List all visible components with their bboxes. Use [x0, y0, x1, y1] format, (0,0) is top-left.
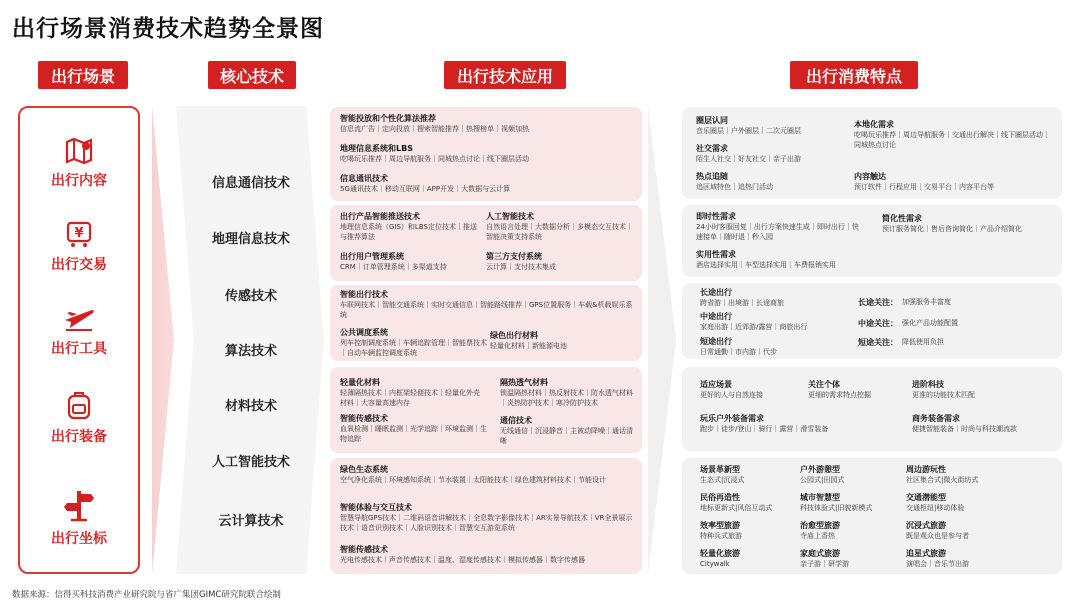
tech-item: 传感技术	[224, 289, 277, 304]
feat-item: 户外游憩型 公园式|田园式	[800, 465, 845, 484]
app-block-trade	[330, 205, 642, 281]
app-item: 智能传感技术 光电传感技术｜声音传感技术｜温度、湿度传感技术｜模拟传感器｜数字传感器	[340, 545, 585, 564]
feat-block-trade	[682, 205, 1062, 277]
app-item: 绿色出行材料 轻量化材料｜新能源电池	[490, 331, 567, 350]
feat-item: 简化性需求 预订服务简化｜售后咨询简化｜产品介绍简化	[882, 214, 1022, 233]
scene-content	[20, 136, 138, 190]
feat-item: 周边游玩性 社区集合式|微火街坊式	[906, 465, 979, 484]
feat-item: 追星式旅游 演唱会｜音乐节出游	[906, 549, 969, 568]
feat-item: 关注个体 更细的需求特点挖掘	[808, 380, 871, 399]
feat-item: 长途出行 跨省游｜出境游｜长途商旅	[700, 288, 784, 307]
feat-item: 短途出行 日常通勤｜市内游｜代步	[700, 337, 777, 356]
data-source: 数据来源：信得买科技消费产业研究院与省广集团GIMC研究院联合绘制	[12, 590, 281, 600]
feat-item: 适应场景 更好的人与自然连接	[700, 380, 763, 399]
app-item: 出行用户管理系统 CRM｜订单管理系统｜多渠道支持	[340, 252, 447, 271]
feat-item: 内容触达 预订软件｜行程应用｜交易平台｜内容平台等	[854, 172, 994, 191]
scene-gear	[20, 390, 138, 446]
app-item: 第三方支付系统 云计算｜支付技术集成	[486, 252, 556, 271]
feat-item: 社交需求 陌生人社交｜好友社交｜亲子出游	[696, 144, 801, 163]
map-icon	[64, 136, 94, 164]
tech-item: 材料技术	[224, 399, 277, 414]
feat-block-coords	[682, 458, 1062, 574]
scene-trade	[20, 220, 138, 274]
flow-arrow	[152, 106, 174, 574]
feat-item: 民俗再造性 地标更新式|风俗互动式	[700, 493, 773, 512]
feat-item: 场景革新型 生态式|沉浸式	[700, 465, 745, 484]
feat-item: 即时性需求 24小时客服回复｜出行方案快速生成｜即时出行｜快速接单｜随时退｜秒入园	[696, 212, 859, 241]
feat-item: 家庭式旅游 亲子游｜研学游	[800, 549, 849, 568]
app-item: 公共调度系统 列车控制调度系统｜车辆追踪管理｜智能票技术｜自动车辆监控调度系统	[340, 328, 487, 357]
app-item: 通信技术 无线通信｜沉浸静音｜主被动降噪｜通话清晰	[500, 416, 633, 445]
feat-item: 热点追随 追区域特色｜追热门活动	[696, 172, 773, 191]
feat-block-content	[682, 107, 1062, 199]
app-item: 出行产品智能推送技术 地理信息系统（GIS）和LBS定位技术｜推送与推荐算法	[340, 212, 477, 241]
app-item: 智能传感技术 血氧检测｜睡眠监测｜光学追踪｜环境监测｜生物追踪	[340, 414, 487, 443]
app-item: 轻量化材料 轻薄隔热技术｜内框架轻便技术｜轻量化外壳材料｜大容量高速内存	[340, 378, 480, 407]
header-scenes: 出行场景	[38, 61, 128, 89]
scene-label: 出行工具	[51, 341, 107, 357]
scene-tools	[20, 304, 138, 358]
yen-cart-icon	[64, 220, 94, 248]
app-item: 隔热透气材料 锁温隔热材料｜热反射技术｜防水透气材料｜炎热防护技术｜寒冷防护技术	[500, 378, 633, 407]
header-feat: 出行消费特点	[790, 61, 918, 89]
app-item: 智能体验与交互技术 智慧导航GPS技术｜二维码语音讲解技术｜全息数字影像技术｜AR实景导航技术｜VR全景展示技术｜语音识别技术｜人脸识别技术｜智慧交互游览系统	[340, 503, 633, 532]
app-item: 绿色生态系统 空气净化系统｜环境感知系统｜节水装置｜太阳能技术｜绿色建筑材料技术｜节能设计	[340, 465, 606, 484]
svg-text:¥: ¥	[74, 226, 84, 241]
page-title: 出行场景消费技术趋势全景图	[12, 16, 324, 42]
feat-block-tools	[682, 283, 1062, 359]
scene-label: 出行内容	[51, 173, 107, 189]
tech-item: 人工智能技术	[211, 455, 290, 470]
feat-item: 沉浸式旅游 既是观众也是参与者	[906, 521, 969, 540]
tech-item: 云计算技术	[218, 514, 284, 529]
app-block-coords	[330, 458, 642, 574]
feat-item: 治愈型旅游 寺庙上香热	[800, 521, 840, 540]
signpost-icon	[64, 488, 94, 522]
feat-item: 长途关注： 加强服务丰富度	[858, 298, 951, 307]
tech-item: 信息通信技术	[211, 176, 290, 191]
tech-item: 地理信息技术	[211, 232, 290, 247]
feat-item: 进阶科技 更准的功能技术匹配	[912, 380, 975, 399]
backpack-icon	[65, 390, 93, 420]
feat-item: 圈层认同 音乐圈层｜户外圈层｜二次元圈层	[696, 116, 801, 135]
tech-item: 算法技术	[224, 344, 277, 359]
scene-label: 出行坐标	[51, 531, 107, 547]
feat-item: 效率型旅游 特种兵式旅游	[700, 521, 742, 540]
scene-label: 出行装备	[51, 429, 107, 445]
app-item: 人工智能技术 自然语言处理｜大数据分析｜多模态交互技术｜智能决策支持系统	[486, 212, 633, 241]
app-block-tools	[330, 285, 642, 361]
feat-item: 城市智慧型 科技体验式|旧貌新模式	[800, 493, 873, 512]
feat-item: 中途出行 家庭出游｜近郊游/露营｜商旅出行	[700, 312, 808, 331]
feat-item: 玩乐户外装备需求 跑步｜徒步/登山｜骑行｜露营｜滑雪装备	[700, 414, 829, 433]
feat-item: 商务装备需求 便捷智能装备｜时尚与科技潮流款	[912, 414, 1017, 433]
feat-item: 本地化需求 吃喝玩乐推荐｜周边导航服务｜交通出行解决｜线下圈层活动｜同城热点讨论	[854, 120, 1050, 149]
feat-item: 交通潜能型 交通枢纽|移动体验	[906, 493, 965, 512]
feat-item: 轻量化旅游 Citywalk	[700, 549, 740, 568]
plane-icon	[62, 304, 96, 332]
scenes-panel	[18, 106, 140, 574]
scene-label: 出行交易	[51, 257, 107, 273]
app-block-content	[330, 107, 642, 201]
feat-item: 实用性需求 酒店选择实用｜车型选择实用｜车费报销实用	[696, 250, 836, 269]
app-item: 智能出行技术 车联网技术｜智能交通系统｜实时交通信息｜智能路线推荐｜GPS位置服务｜车载&机载娱乐系统	[340, 290, 633, 319]
header-app: 出行技术应用	[444, 61, 566, 89]
app-item: 信息通讯技术 5G通讯技术｜移动互联网｜APP开发｜大数据与云计算	[340, 174, 511, 193]
feat-item: 短途关注： 降低使用负担	[858, 338, 944, 347]
header-tech: 核心技术	[208, 61, 296, 89]
app-block-gear	[330, 367, 642, 453]
app-item: 地理信息系统和LBS 吃喝玩乐推荐｜周边导航服务｜同城热点讨论｜线下圈层活动	[340, 144, 529, 163]
feat-item: 中途关注： 强化产品功能配置	[858, 319, 958, 328]
feat-block-gear	[682, 367, 1062, 451]
flow-arrow	[648, 106, 676, 574]
scene-coords	[20, 488, 138, 548]
app-item: 智能投放和个性化算法推荐 信息流广告｜定向投放｜搜索智能推荐｜热搜榜单｜视频加热	[340, 114, 529, 133]
